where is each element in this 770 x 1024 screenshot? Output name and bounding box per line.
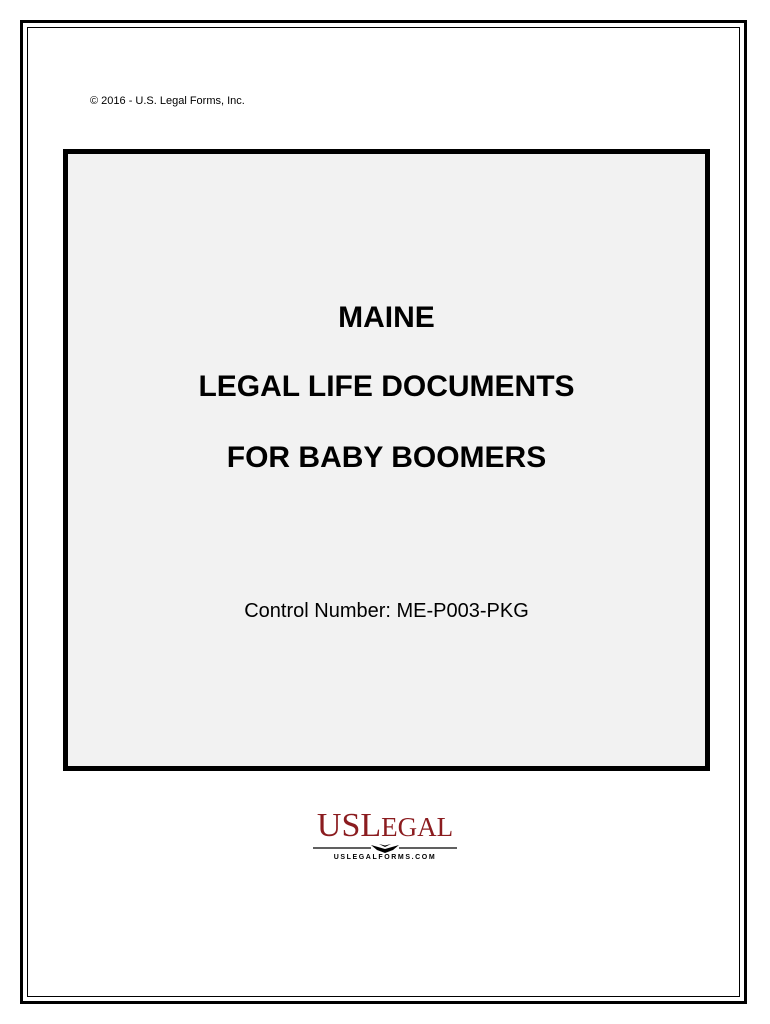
title-box bbox=[63, 149, 710, 771]
title-sub: FOR BABY BOOMERS bbox=[226, 441, 547, 474]
logo-site-url: USLEGALFORMS.COM bbox=[333, 854, 437, 861]
logo-wordmark bbox=[305, 808, 465, 845]
logo-wordmark-text: USLEGAL bbox=[316, 807, 454, 844]
control-number: Control Number: ME-P003-PKG bbox=[244, 600, 529, 622]
title-main: LEGAL LIFE DOCUMENTS bbox=[198, 370, 575, 403]
title-state: MAINE bbox=[338, 301, 435, 334]
copyright-notice: © 2016 - U.S. Legal Forms, Inc. bbox=[90, 95, 245, 107]
uslegal-logo bbox=[305, 808, 465, 864]
